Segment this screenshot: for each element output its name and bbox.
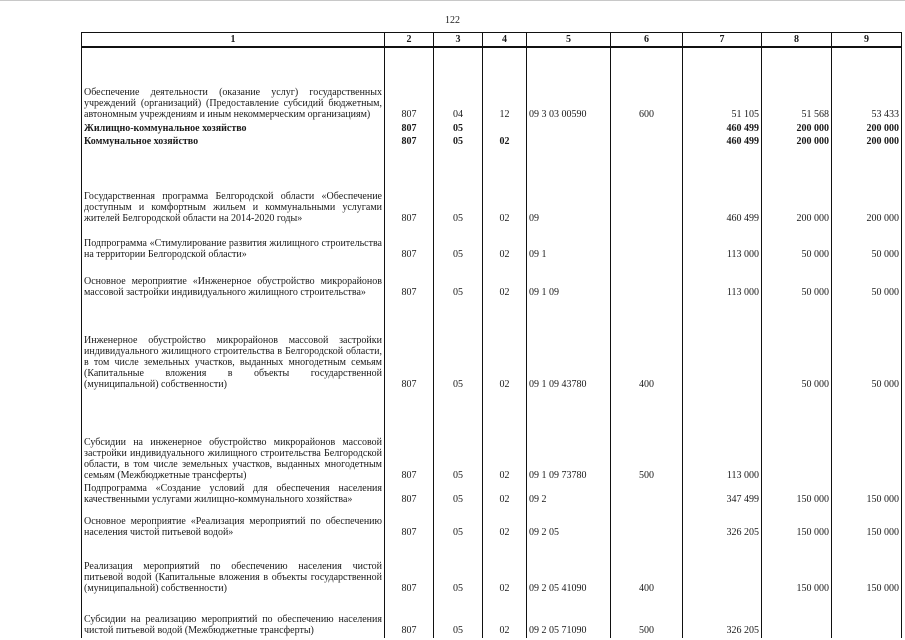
row-subsection-cell: 02 — [483, 136, 527, 149]
header-cell: 9 — [832, 33, 902, 48]
row-sum-2-cell — [762, 596, 832, 638]
row-subsection-cell: 02 — [483, 392, 527, 483]
row-subsection-cell: 12 — [483, 47, 527, 122]
row-target-article-cell: 09 1 09 73780 — [527, 392, 611, 483]
row-section-cell: 05 — [434, 149, 483, 226]
row-sum-1-cell: 113 000 — [683, 392, 762, 483]
row-section-cell: 05 — [434, 540, 483, 596]
row-expense-type-cell — [611, 122, 683, 136]
row-sum-2-cell: 50 000 — [762, 226, 832, 262]
row-sum-2-cell: 50 000 — [762, 300, 832, 392]
row-subsection-cell: 02 — [483, 262, 527, 300]
row-ved-cell: 807 — [385, 483, 434, 507]
row-sum-3-cell: 50 000 — [832, 300, 902, 392]
row-sum-3-cell: 200 000 — [832, 122, 902, 136]
row-name-cell: Жилищно-коммунальное хозяйство — [82, 122, 385, 136]
row-target-article-cell: 09 2 05 — [527, 507, 611, 540]
row-section-cell: 05 — [434, 226, 483, 262]
row-sum-1-cell: 460 499 — [683, 122, 762, 136]
row-ved-cell: 807 — [385, 47, 434, 122]
row-subsection-cell: 02 — [483, 300, 527, 392]
table-row — [82, 226, 902, 262]
row-ved-cell: 807 — [385, 136, 434, 149]
row-sum-1-cell: 460 499 — [683, 136, 762, 149]
row-sum-3-cell: 50 000 — [832, 226, 902, 262]
row-expense-type-cell — [611, 149, 683, 226]
row-subsection-cell: 02 — [483, 596, 527, 638]
row-sum-3-cell: 200 000 — [832, 136, 902, 149]
table-row — [82, 47, 902, 122]
row-subsection-cell: 02 — [483, 149, 527, 226]
row-name-cell: Инженерное обустройство микрорайонов массовой застройки индивидуального жилищного строительства в Белгородской области, в том числе земельных участков, выданных многодетным семьям (Капитальные вложения в объекты государственной (муниципальной) собственности) — [82, 300, 385, 392]
row-section-cell: 04 — [434, 47, 483, 122]
row-sum-2-cell: 150 000 — [762, 483, 832, 507]
row-sum-2-cell — [762, 392, 832, 483]
table-row — [82, 483, 902, 507]
row-sum-2-cell: 50 000 — [762, 262, 832, 300]
row-name-cell: Субсидии на инженерное обустройство микрорайонов массовой застройки индивидуального жилищного строительства Белгородской области, в том числе земельных участков, выданных многодетным семьям (Межбюджетные трансферты) — [82, 392, 385, 483]
row-sum-2-cell: 51 568 — [762, 47, 832, 122]
header-cell: 5 — [527, 33, 611, 48]
row-name-cell: Основное мероприятие «Инженерное обустройство микрорайонов массовой застройки индивидуального жилищного строительства» — [82, 262, 385, 300]
row-target-article-cell: 09 3 03 00590 — [527, 47, 611, 122]
row-ved-cell: 807 — [385, 226, 434, 262]
row-target-article-cell: 09 2 — [527, 483, 611, 507]
row-section-cell: 05 — [434, 392, 483, 483]
table-header-row — [82, 33, 902, 48]
row-section-cell: 05 — [434, 262, 483, 300]
row-name-cell: Субсидии на реализацию мероприятий по обеспечению населения чистой питьевой водой (Межбюджетные трансферты) — [82, 596, 385, 638]
row-sum-2-cell: 150 000 — [762, 507, 832, 540]
row-name-cell: Подпрограмма «Создание условий для обеспечения населения качественными услугами жилищно-коммунального хозяйства» — [82, 483, 385, 507]
header-cell: 4 — [483, 33, 527, 48]
budget-table — [81, 32, 902, 638]
row-target-article-cell: 09 2 05 41090 — [527, 540, 611, 596]
header-cell: 8 — [762, 33, 832, 48]
row-ved-cell: 807 — [385, 262, 434, 300]
row-sum-1-cell: 51 105 — [683, 47, 762, 122]
row-section-cell: 05 — [434, 483, 483, 507]
header-cell: 7 — [683, 33, 762, 48]
row-sum-3-cell: 50 000 — [832, 262, 902, 300]
header-cell: 1 — [82, 33, 385, 48]
table-row — [82, 262, 902, 300]
row-expense-type-cell — [611, 226, 683, 262]
row-section-cell: 05 — [434, 122, 483, 136]
row-sum-3-cell — [832, 596, 902, 638]
table-body — [82, 47, 902, 638]
row-sum-3-cell: 200 000 — [832, 149, 902, 226]
row-expense-type-cell — [611, 507, 683, 540]
header-cell: 3 — [434, 33, 483, 48]
row-section-cell: 05 — [434, 596, 483, 638]
row-ved-cell: 807 — [385, 300, 434, 392]
page-top-border — [0, 0, 905, 4]
row-subsection-cell: 02 — [483, 483, 527, 507]
row-ved-cell: 807 — [385, 392, 434, 483]
table-row — [82, 540, 902, 596]
page-number: 122 — [445, 15, 460, 26]
row-sum-3-cell — [832, 392, 902, 483]
table-row — [82, 122, 902, 136]
row-sum-2-cell: 200 000 — [762, 122, 832, 136]
row-sum-3-cell: 150 000 — [832, 540, 902, 596]
row-sum-1-cell: 326 205 — [683, 507, 762, 540]
row-subsection-cell: 02 — [483, 226, 527, 262]
header-cell: 6 — [611, 33, 683, 48]
row-sum-2-cell: 200 000 — [762, 149, 832, 226]
row-sum-3-cell: 150 000 — [832, 507, 902, 540]
row-expense-type-cell — [611, 262, 683, 300]
table-row — [82, 149, 902, 226]
row-name-cell: Основное мероприятие «Реализация мероприятий по обеспечению населения чистой питьевой водой» — [82, 507, 385, 540]
row-sum-1-cell — [683, 300, 762, 392]
row-target-article-cell: 09 1 09 — [527, 262, 611, 300]
table-row — [82, 136, 902, 149]
row-name-cell: Подпрограмма «Стимулирование развития жилищного строительства на территории Белгородской области» — [82, 226, 385, 262]
table-row — [82, 596, 902, 638]
row-expense-type-cell — [611, 136, 683, 149]
row-subsection-cell — [483, 122, 527, 136]
row-ved-cell: 807 — [385, 596, 434, 638]
row-name-cell: Коммунальное хозяйство — [82, 136, 385, 149]
row-target-article-cell: 09 — [527, 149, 611, 226]
row-section-cell: 05 — [434, 300, 483, 392]
row-sum-1-cell: 113 000 — [683, 262, 762, 300]
row-target-article-cell: 09 1 09 43780 — [527, 300, 611, 392]
row-sum-2-cell: 200 000 — [762, 136, 832, 149]
row-sum-1-cell: 347 499 — [683, 483, 762, 507]
row-target-article-cell — [527, 136, 611, 149]
row-expense-type-cell: 500 — [611, 596, 683, 638]
row-expense-type-cell: 600 — [611, 47, 683, 122]
row-sum-3-cell: 53 433 — [832, 47, 902, 122]
row-expense-type-cell: 400 — [611, 540, 683, 596]
row-subsection-cell: 02 — [483, 540, 527, 596]
row-ved-cell: 807 — [385, 507, 434, 540]
row-sum-2-cell: 150 000 — [762, 540, 832, 596]
row-name-cell: Реализация мероприятий по обеспечению населения чистой питьевой водой (Капитальные вложения в объекты государственной (муниципальной) собственности) — [82, 540, 385, 596]
header-cell: 2 — [385, 33, 434, 48]
row-target-article-cell — [527, 122, 611, 136]
row-ved-cell: 807 — [385, 122, 434, 136]
row-sum-3-cell: 150 000 — [832, 483, 902, 507]
row-sum-1-cell: 460 499 — [683, 149, 762, 226]
row-ved-cell: 807 — [385, 540, 434, 596]
row-section-cell: 05 — [434, 507, 483, 540]
row-section-cell: 05 — [434, 136, 483, 149]
row-sum-1-cell: 113 000 — [683, 226, 762, 262]
row-sum-1-cell: 326 205 — [683, 596, 762, 638]
row-sum-1-cell — [683, 540, 762, 596]
row-name-cell: Обеспечение деятельности (оказание услуг) государственных учреждений (организаций) (Предоставление субсидий бюджетным, автономным учреждениям и иным некоммерческим организациям) — [82, 47, 385, 122]
row-target-article-cell: 09 1 — [527, 226, 611, 262]
row-target-article-cell: 09 2 05 71090 — [527, 596, 611, 638]
table-row — [82, 392, 902, 483]
table-row — [82, 300, 902, 392]
row-expense-type-cell: 500 — [611, 392, 683, 483]
table-row — [82, 507, 902, 540]
row-name-cell: Государственная программа Белгородской области «Обеспечение доступным и комфортным жильем и коммунальными услугами жителей Белгородской области на 2014-2020 годы» — [82, 149, 385, 226]
row-expense-type-cell — [611, 483, 683, 507]
row-expense-type-cell: 400 — [611, 300, 683, 392]
row-subsection-cell: 02 — [483, 507, 527, 540]
row-ved-cell: 807 — [385, 149, 434, 226]
